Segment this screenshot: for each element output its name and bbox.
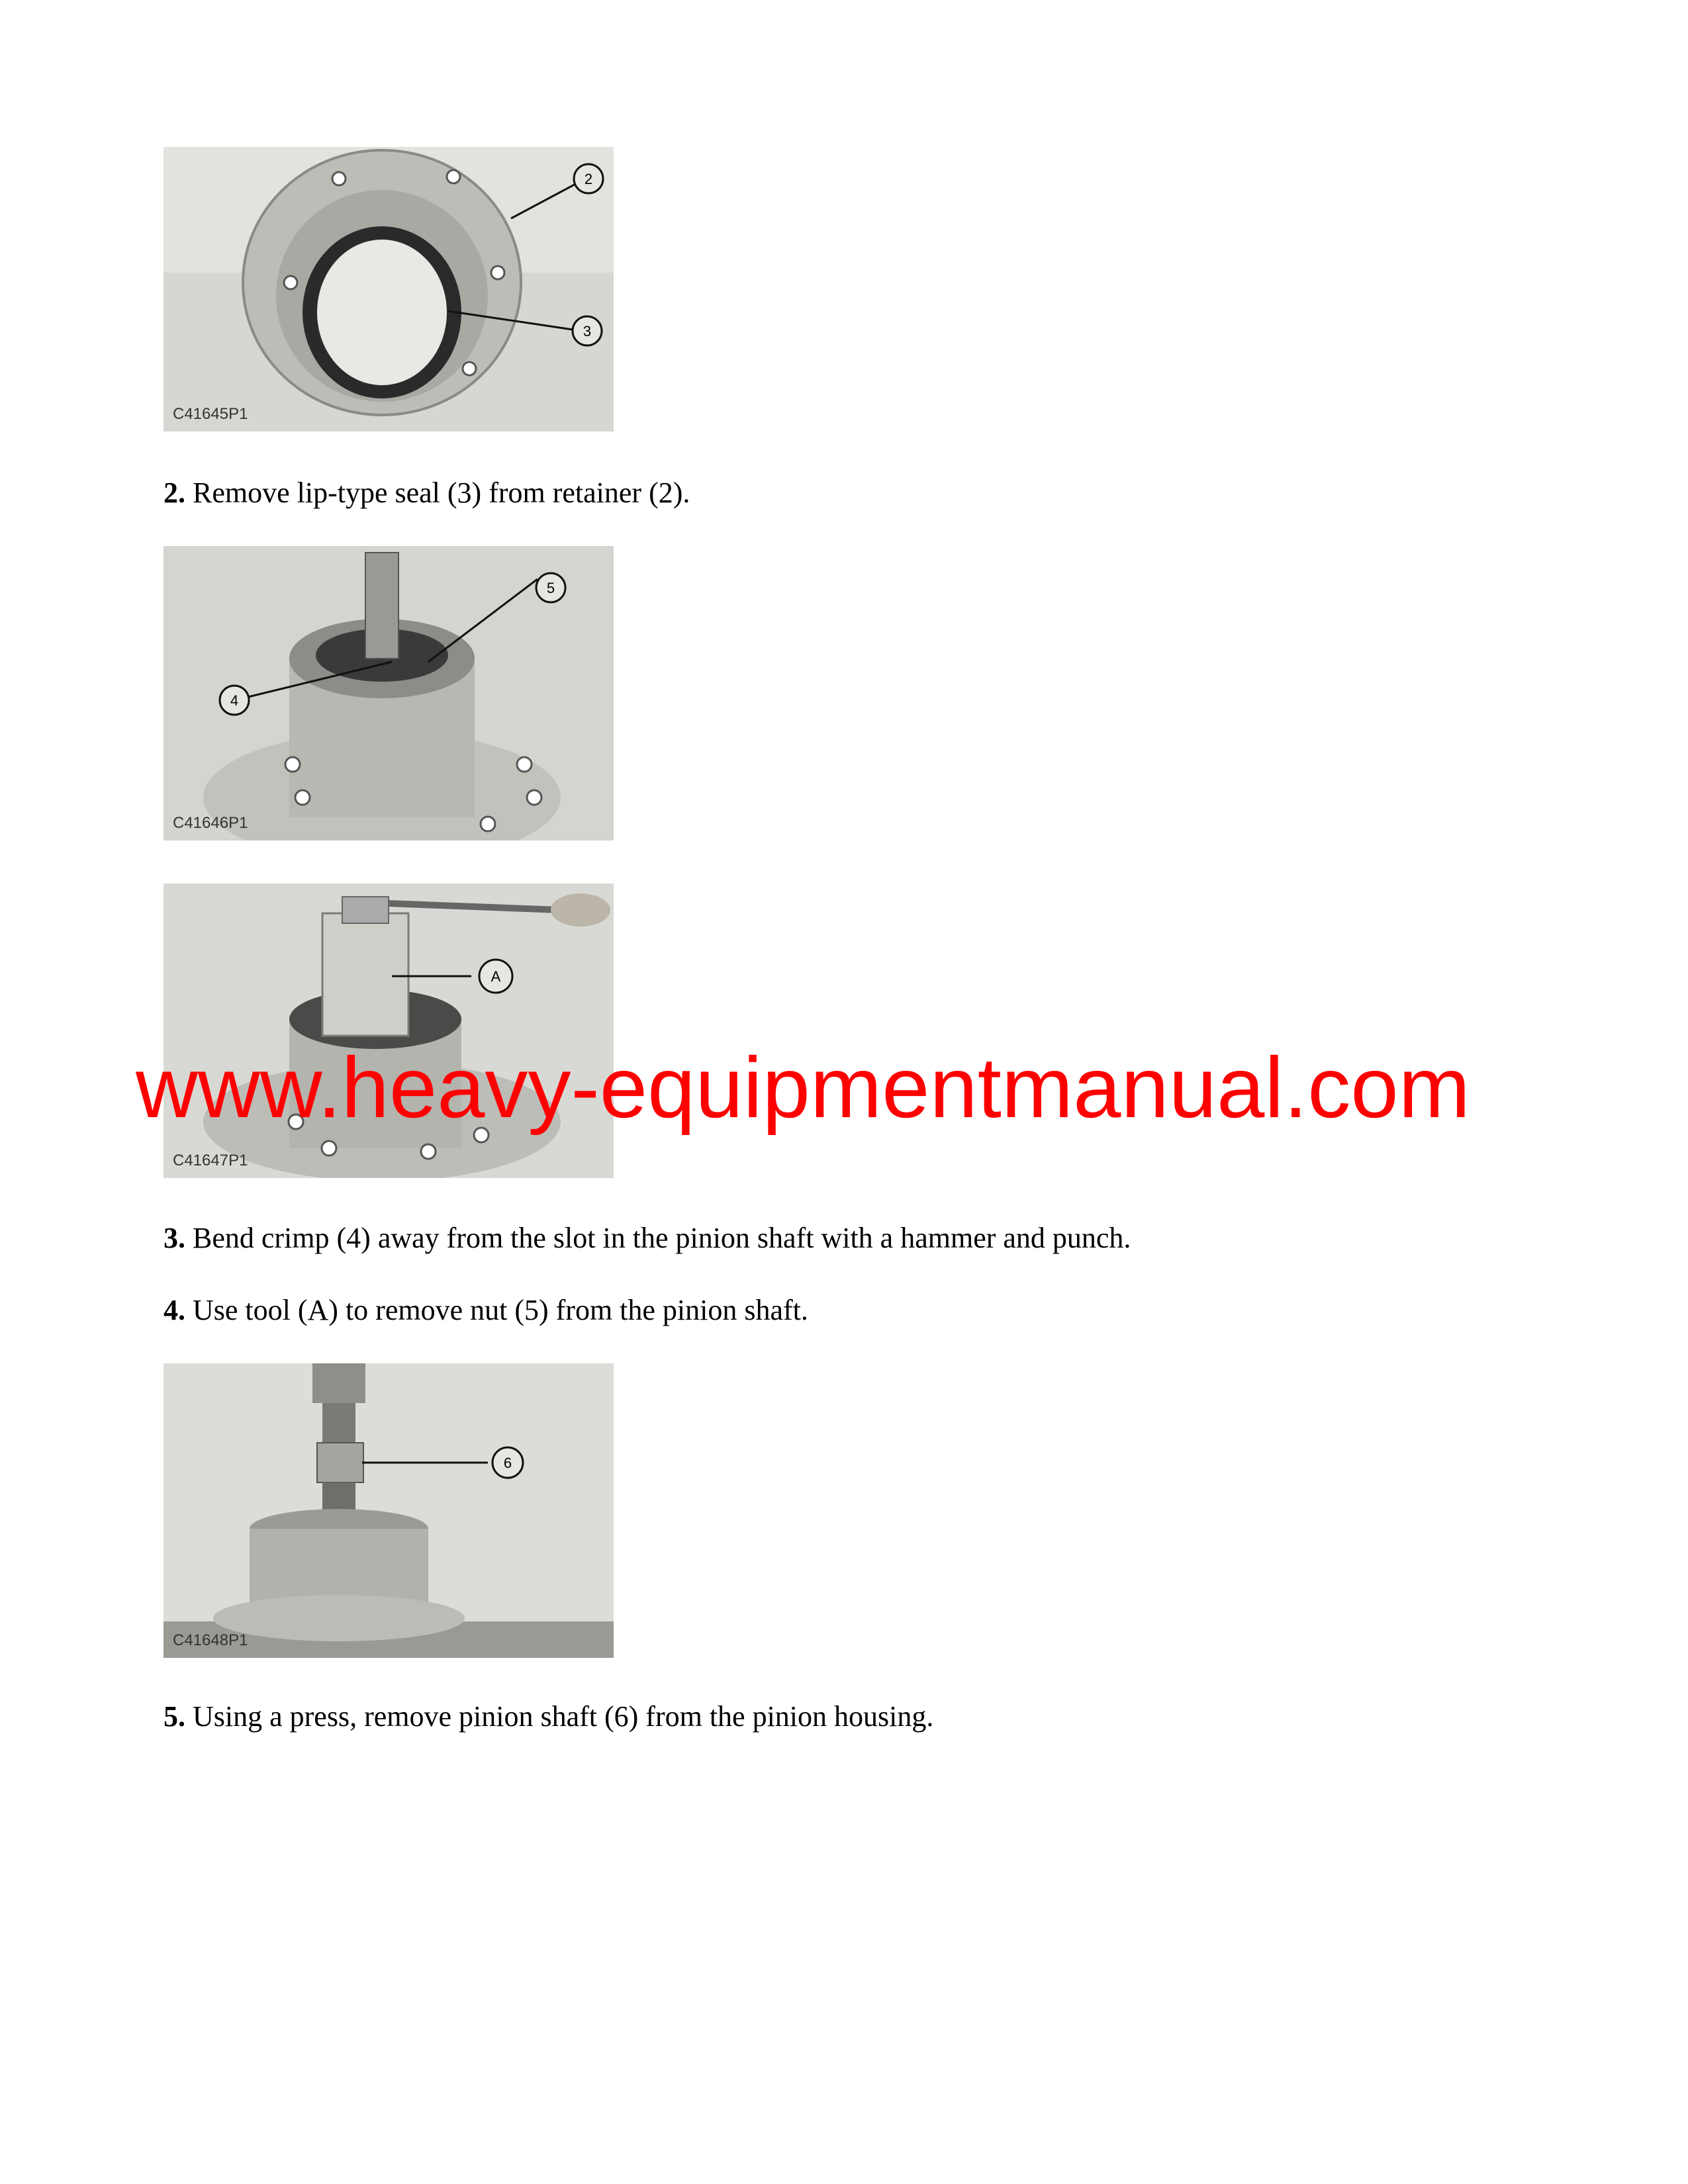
- callout-3: 3: [583, 323, 592, 340]
- step-text: Using a press, remove pinion shaft (6) from the pinion housing.: [185, 1700, 934, 1733]
- figure-pinion-nut: [164, 546, 614, 841]
- step-text: Remove lip-type seal (3) from retainer (2).: [185, 477, 690, 509]
- watermark: www.heavy-equipmentmanual.com: [136, 1039, 1470, 1136]
- pinion-nut-photo: [164, 546, 614, 841]
- callout-6: 6: [503, 1455, 512, 1471]
- step-text: Bend crimp (4) away from the slot in the pinion shaft with a hammer and punch.: [185, 1222, 1131, 1254]
- figure-seal-retainer: [164, 147, 614, 432]
- step-text: Use tool (A) to remove nut (5) from the pinion shaft.: [185, 1294, 808, 1326]
- callout-5: 5: [546, 580, 555, 596]
- callout-2: 2: [584, 171, 593, 187]
- step-number: 2.: [164, 477, 185, 509]
- seal-retainer-photo: [164, 147, 614, 432]
- figure-code: C41648P1: [173, 1631, 248, 1649]
- step-number: 3.: [164, 1222, 185, 1254]
- press-shaft-photo: [164, 1363, 614, 1658]
- step-number: 5.: [164, 1700, 185, 1733]
- step-5: [164, 1702, 933, 1731]
- step-3: [164, 1224, 1131, 1253]
- figure-code: C41647P1: [173, 1152, 248, 1169]
- step-2: [164, 478, 690, 508]
- callout-4: 4: [230, 692, 239, 709]
- step-number: 4.: [164, 1294, 185, 1326]
- callout-a: A: [491, 968, 501, 985]
- figure-code: C41645P1: [173, 405, 248, 423]
- step-4: [164, 1296, 808, 1325]
- figure-code: C41646P1: [173, 814, 248, 832]
- figure-press-shaft: [164, 1363, 614, 1658]
